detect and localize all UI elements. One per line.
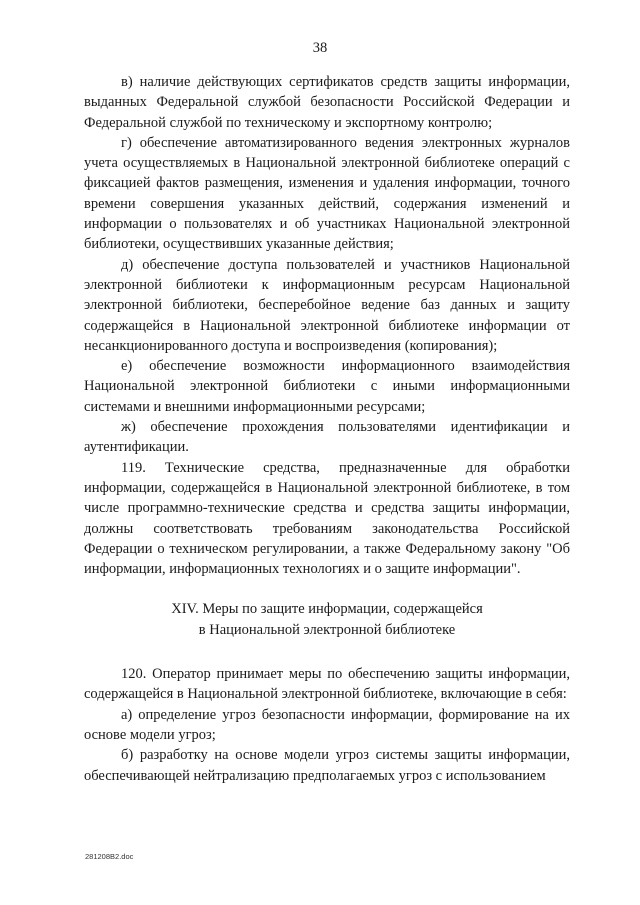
paragraph-120: 120. Оператор принимает меры по обеспечению защиты информации, содержащейся в Национальной электронной библиотеке, включающие в себя:: [84, 666, 570, 703]
paragraph-zh: ж) обеспечение прохождения пользователями идентификации и аутентификации.: [84, 419, 570, 456]
section-heading-line2: в Национальной электронной библиотеке: [198, 621, 456, 638]
section-heading-line1: XIV. Меры по защите информации, содержащейся: [171, 601, 483, 618]
paragraph-b: б) разработку на основе модели угроз системы защиты информации, обеспечивающей нейтрализацию предполагаемых угроз с использованием: [84, 747, 570, 784]
paragraph-d: д) обеспечение доступа пользователей и участников Национальной электронной библиотеки к информационным ресурсам Национальной электронной библиотеки, бесперебойное ведение баз данных и защиту содержащейся в Национальной электронной библиотеке информации от несанкционированного доступа и воспроизведения (копирования);: [84, 256, 570, 354]
page-number: 38: [312, 40, 328, 56]
paragraph-119: 119. Технические средства, предназначенные для обработки информации, содержащейся в Национальной электронной библиотеке, в том числе программно-технические средства и средства защиты информации, должны соответствовать требованиям законодательства Российской Федерации о техническом регулировании, а также Федеральному закону "Об информации, информационных технологиях и о защите информации".: [84, 459, 570, 578]
paragraph-v: в) наличие действующих сертификатов средств защиты информации, выданных Федеральной службой безопасности Российской Федерации и Федеральной службой по техническому и экспортному контролю;: [84, 74, 570, 131]
section-heading: [84, 599, 570, 640]
footer-file-code: 281208В2.doc: [85, 852, 134, 861]
paragraph-a: а) определение угроз безопасности информации, формирование на их основе модели угроз;: [84, 706, 570, 743]
paragraph-e: е) обеспечение возможности информационного взаимодействия Национальной электронной библиотеки с иными информационными системами и внешними информационными ресурсами;: [84, 358, 570, 415]
document-body: [84, 72, 570, 786]
paragraph-g: г) обеспечение автоматизированного ведения электронных журналов учета осуществляемых в Национальной электронной библиотеке операций с фиксацией фактов размещения, изменения и удаления информации, точного времени совершения указанных действий, содержания изменений и информации о пользователях и об участниках Национальной электронной библиотеки, осуществивших указанные действия;: [84, 134, 570, 253]
